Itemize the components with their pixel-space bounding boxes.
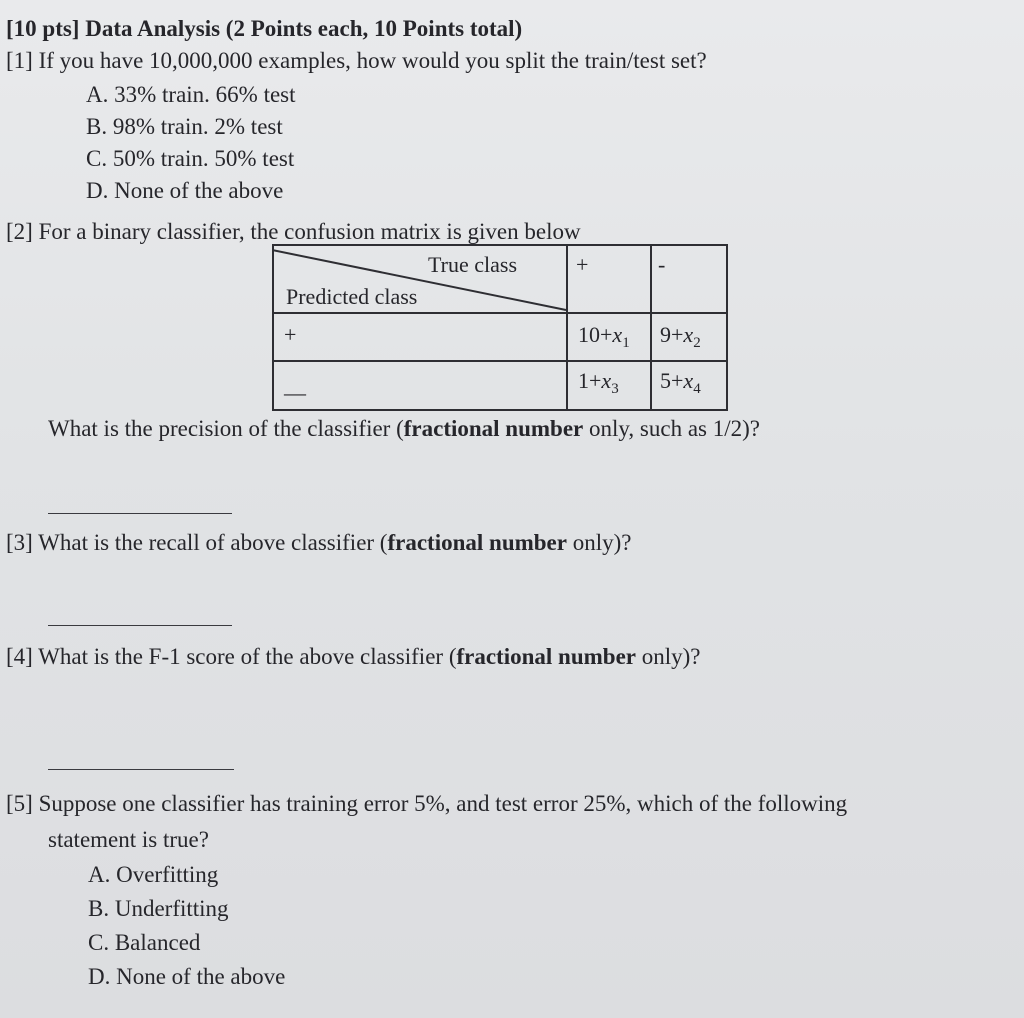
- tn-var: x: [683, 368, 694, 393]
- col-plus-label: +: [576, 252, 589, 277]
- matrix-corner-cell: [272, 244, 568, 314]
- question-4-answer-line[interactable]: [48, 769, 234, 770]
- col-minus-label: -: [658, 252, 666, 277]
- question-5-option-d: D. None of the above: [88, 964, 286, 989]
- cell-true-negative: [650, 360, 728, 411]
- question-2-answer-line[interactable]: [48, 513, 232, 514]
- tp-sub: 1: [622, 335, 630, 351]
- q2-followup-pre: What is the precision of the classifier (: [48, 416, 404, 441]
- fn-base: 1+: [578, 368, 602, 393]
- col-header-plus: [566, 244, 652, 314]
- question-5-prompt-line2: statement is true?: [48, 827, 209, 852]
- q3-prompt-post: only)?: [566, 530, 632, 555]
- fn-var: x: [601, 368, 612, 393]
- fp-sub: 2: [693, 335, 701, 351]
- section-title: [10 pts] Data Analysis (2 Points each, 10 Points total): [6, 16, 523, 41]
- question-2-followup: [48, 416, 760, 441]
- question-1-option-d: D. None of the above: [86, 178, 284, 203]
- question-1-option-c: C. 50% train. 50% test: [86, 146, 295, 171]
- question-1-option-b: B. 98% train. 2% test: [86, 114, 283, 139]
- question-5-option-c: C. Balanced: [88, 930, 201, 955]
- row-header-minus: [272, 360, 568, 411]
- q4-prompt-post: only)?: [636, 644, 701, 669]
- col-header-minus: [650, 244, 728, 314]
- question-1-prompt: [1] If you have 10,000,000 examples, how would you split the train/test set?: [6, 48, 707, 73]
- question-5-option-a: A. Overfitting: [88, 862, 219, 887]
- q3-prompt-pre: [3] What is the recall of above classifier (: [6, 530, 388, 555]
- true-class-label: True class: [428, 252, 518, 277]
- cell-true-positive: [566, 312, 652, 362]
- question-5-prompt-line1: [5] Suppose one classifier has training error 5%, and test error 25%, which of the following: [6, 791, 848, 816]
- q2-followup-post: only, such as 1/2)?: [583, 416, 760, 441]
- row-header-plus: [272, 312, 568, 362]
- fp-base: 9+: [660, 322, 684, 347]
- q4-prompt-pre: [4] What is the F-1 score of the above classifier (: [6, 644, 457, 669]
- q4-prompt-bold: fractional number: [456, 644, 636, 669]
- row-plus-label: +: [284, 322, 297, 347]
- cell-false-negative: [566, 360, 652, 411]
- confusion-matrix: [272, 244, 728, 411]
- cell-false-positive: [650, 312, 728, 362]
- question-4-prompt: [6, 644, 701, 669]
- question-1-option-a: A. 33% train. 66% test: [86, 82, 296, 107]
- predicted-class-label: Predicted class: [286, 284, 418, 309]
- tn-sub: 4: [693, 381, 701, 397]
- tp-var: x: [612, 322, 623, 347]
- q3-prompt-bold: fractional number: [387, 530, 567, 555]
- q2-followup-bold: fractional number: [403, 416, 584, 441]
- row-minus-label: —: [284, 380, 306, 405]
- fp-var: x: [683, 322, 694, 347]
- question-3-prompt: [6, 530, 632, 555]
- tn-base: 5+: [660, 368, 684, 393]
- fn-sub: 3: [611, 381, 619, 397]
- question-5-option-b: B. Underfitting: [88, 896, 229, 921]
- question-3-answer-line[interactable]: [48, 625, 232, 626]
- question-2-prompt: [2] For a binary classifier, the confusion matrix is given below: [6, 219, 581, 244]
- tp-base: 10+: [578, 322, 613, 347]
